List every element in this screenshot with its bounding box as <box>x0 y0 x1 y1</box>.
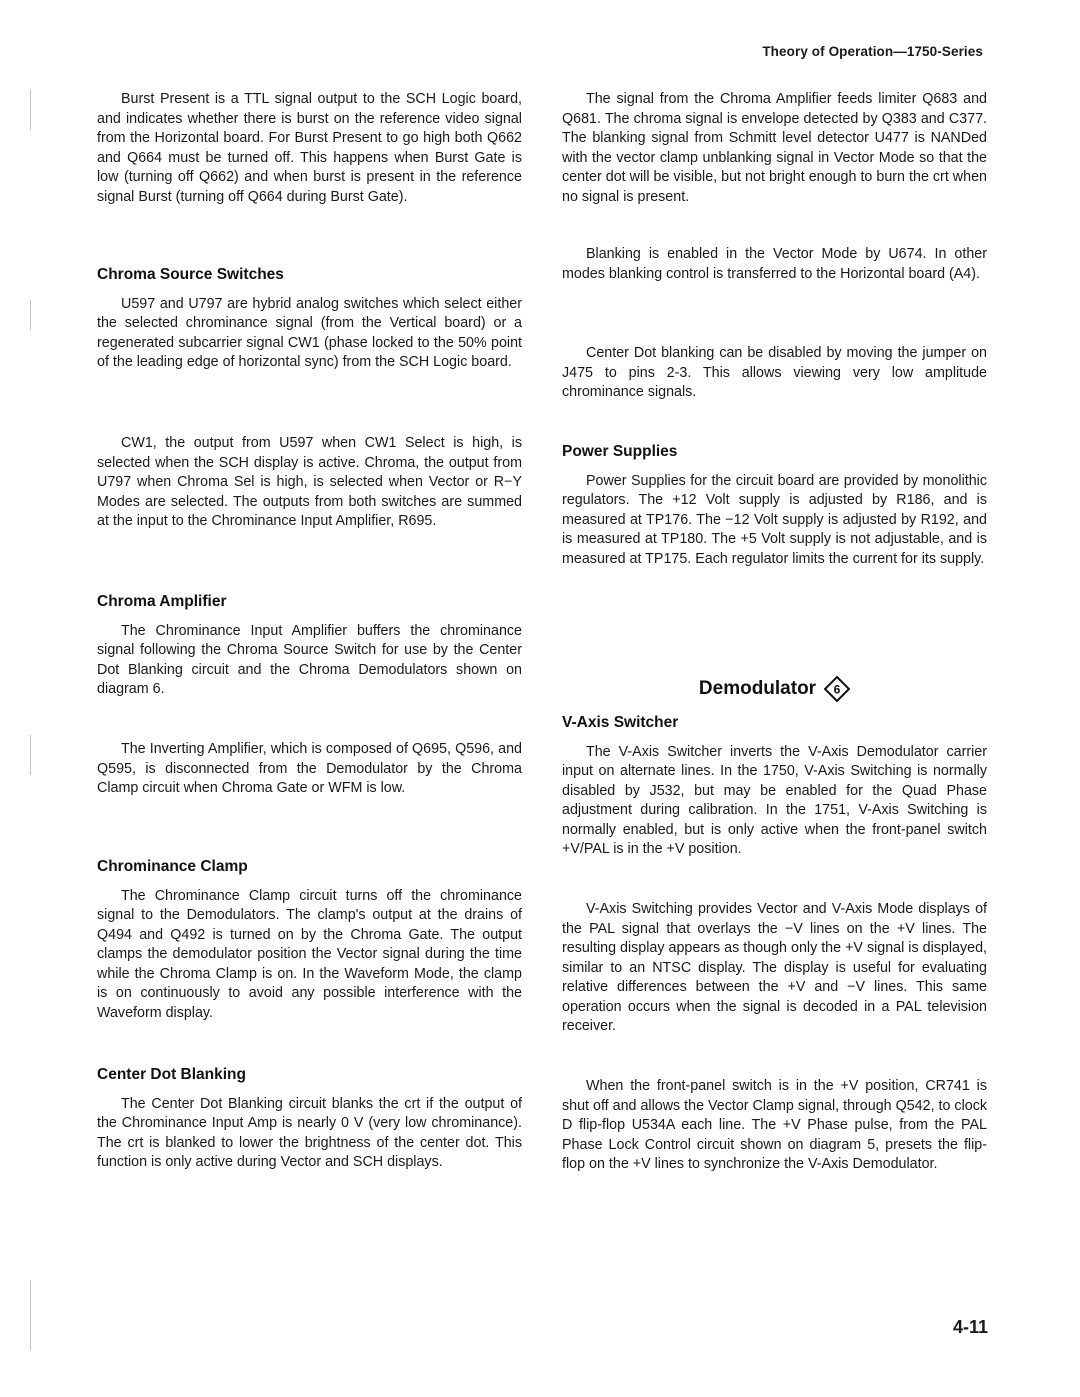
scan-margin-mark <box>30 1280 31 1350</box>
power-supplies-section <box>562 443 987 569</box>
page-number: 4-11 <box>952 1317 988 1337</box>
section-heading: V-Axis Switcher <box>562 714 679 731</box>
diagram-number: 6 <box>833 682 841 697</box>
chrominance-clamp-section <box>97 858 522 1023</box>
paragraph: When the front-panel switch is in the +V position, CR741 is shut off and allows the Vector Clamp signal, through Q542, to clock D flip-flop U534A each line. The +V Phase pulse, from the PAL Phase Lock Control circuit shown on diagram 5, presets the flip-flop on the +V lines to synchronize the V-Axis Demodulator. <box>562 1078 987 1172</box>
paragraph: Power Supplies for the circuit board are provided by monolithic regulators. The +12 Volt supply is adjusted by R186, and is measured at TP176. The −12 Volt supply is adjusted by R192, and is measured at TP180. The +5 Volt supply is not adjustable, and is measured at TP175. Each regulator limits the current for its supply. <box>562 472 987 567</box>
center-dot-jumper-section <box>562 344 987 403</box>
section-heading: Chroma Source Switches <box>97 266 284 283</box>
paragraph: Blanking is enabled in the Vector Mode by U674. In other modes blanking control is transferred to the Horizontal board (A4). <box>562 246 987 282</box>
running-head: Theory of Operation—1750-Series <box>762 44 983 59</box>
section-heading: Power Supplies <box>562 443 678 460</box>
scan-margin-mark <box>30 735 31 775</box>
chroma-amplifier-section <box>97 593 522 700</box>
front-panel-switch-section <box>562 1077 987 1175</box>
burst-present-section <box>97 90 522 207</box>
scan-margin-mark <box>30 90 31 130</box>
inverting-amplifier-section <box>97 740 522 799</box>
center-dot-blanking-section <box>97 1066 522 1173</box>
paragraph: U597 and U797 are hybrid analog switches which select either the selected chrominance signal (from the Vertical board) or a regenerated subcarrier signal CW1 (phase locked to the 50% point of the leading edge of horizontal sync) from the SCH Logic board. <box>97 295 522 371</box>
paragraph: The Center Dot Blanking circuit blanks the crt if the output of the Chrominance Input Amp is nearly 0 V (very low chrominance). The crt is blanked to lower the brightness of the center dot. This function is only active during Vector and SCH displays. <box>97 1095 522 1171</box>
chroma-source-switches-section <box>97 266 522 373</box>
scan-margin-mark <box>30 300 31 330</box>
paragraph: Center Dot blanking can be disabled by moving the jumper on J475 to pins 2-3. This allows viewing very low amplitude chrominance signals. <box>562 345 987 400</box>
paragraph: The Inverting Amplifier, which is composed of Q695, Q596, and Q595, is disconnected from the Demodulator by the Chroma Clamp circuit when Chroma Gate or WFM is low. <box>97 741 522 796</box>
paragraph: The V-Axis Switcher inverts the V-Axis Demodulator carrier input on alternate lines. In the 1750, V-Axis Switching is normally disabled by J532, but may be enabled for the Quad Phase adjustment during calibration. In the 1751, V-Axis Switching is normally enabled, but is only active when the front-panel switch +V/PAL is in the +V position. <box>562 743 987 858</box>
section-heading: Chrominance Clamp <box>97 858 248 875</box>
paragraph: The signal from the Chroma Amplifier feeds limiter Q683 and Q681. The chroma signal is envelope detected by Q383 and C377. The blanking signal from Schmitt level detector U477 is NANDed with the vector clamp unblanking signal in Vector Mode so that the center dot will be visible, but not bright enough to burn the crt when no signal is present. <box>562 91 987 205</box>
diagram-number-diamond-icon <box>824 676 850 702</box>
demodulator-title <box>562 676 987 702</box>
paragraph: The Chrominance Clamp circuit turns off the chrominance signal to the Demodulators. The clamp's output at the drains of Q494 and Q492 is turned on by the Chroma Gate. The output clamps the demodulator position the Vector signal during the time while the Chroma Clamp is on. In the Waveform Mode, the clamp is on continuously to avoid any possible interference with the Waveform display. <box>97 887 522 1021</box>
cw1-section <box>97 434 522 532</box>
paragraph: The Chrominance Input Amplifier buffers the chrominance signal following the Chroma Source Switch for use by the Center Dot Blanking circuit and the Chroma Demodulators shown on diagram 6. <box>97 622 522 698</box>
blanking-section <box>562 245 987 284</box>
paragraph: Burst Present is a TTL signal output to the SCH Logic board, and indicates whether there is burst on the reference video signal from the Horizontal board. For Burst Present to go high both Q662 and Q664 must be turned off. This happens when Burst Gate is low (turning off Q662) and when burst is present in the reference signal Burst (turning off Q664 during Burst Gate). <box>97 91 522 205</box>
section-heading: Center Dot Blanking <box>97 1066 246 1083</box>
demodulator-title-text: Demodulator <box>698 678 817 699</box>
paragraph: V-Axis Switching provides Vector and V-Axis Mode displays of the PAL signal that overlays the −V lines on the +V lines. The resulting display appears as though only the +V signal is displayed, similar to an NTSC display. The display is useful for evaluating relative differences between the +V and −V lines. This same operation occurs when the signal is decoded in a PAL television receiver. <box>562 901 987 1034</box>
section-heading: Chroma Amplifier <box>97 593 227 610</box>
v-axis-switcher-section <box>562 714 987 860</box>
v-axis-switching-display-section <box>562 900 987 1037</box>
limiter-section <box>562 90 987 207</box>
paragraph: CW1, the output from U597 when CW1 Select is high, is selected when the SCH display is active. Chroma, the output from U797 when Chroma Sel is high, is selected when Vector or R−Y Modes are selected. The outputs from both switches are summed at the input to the Chrominance Input Amplifier, R695. <box>97 435 522 529</box>
